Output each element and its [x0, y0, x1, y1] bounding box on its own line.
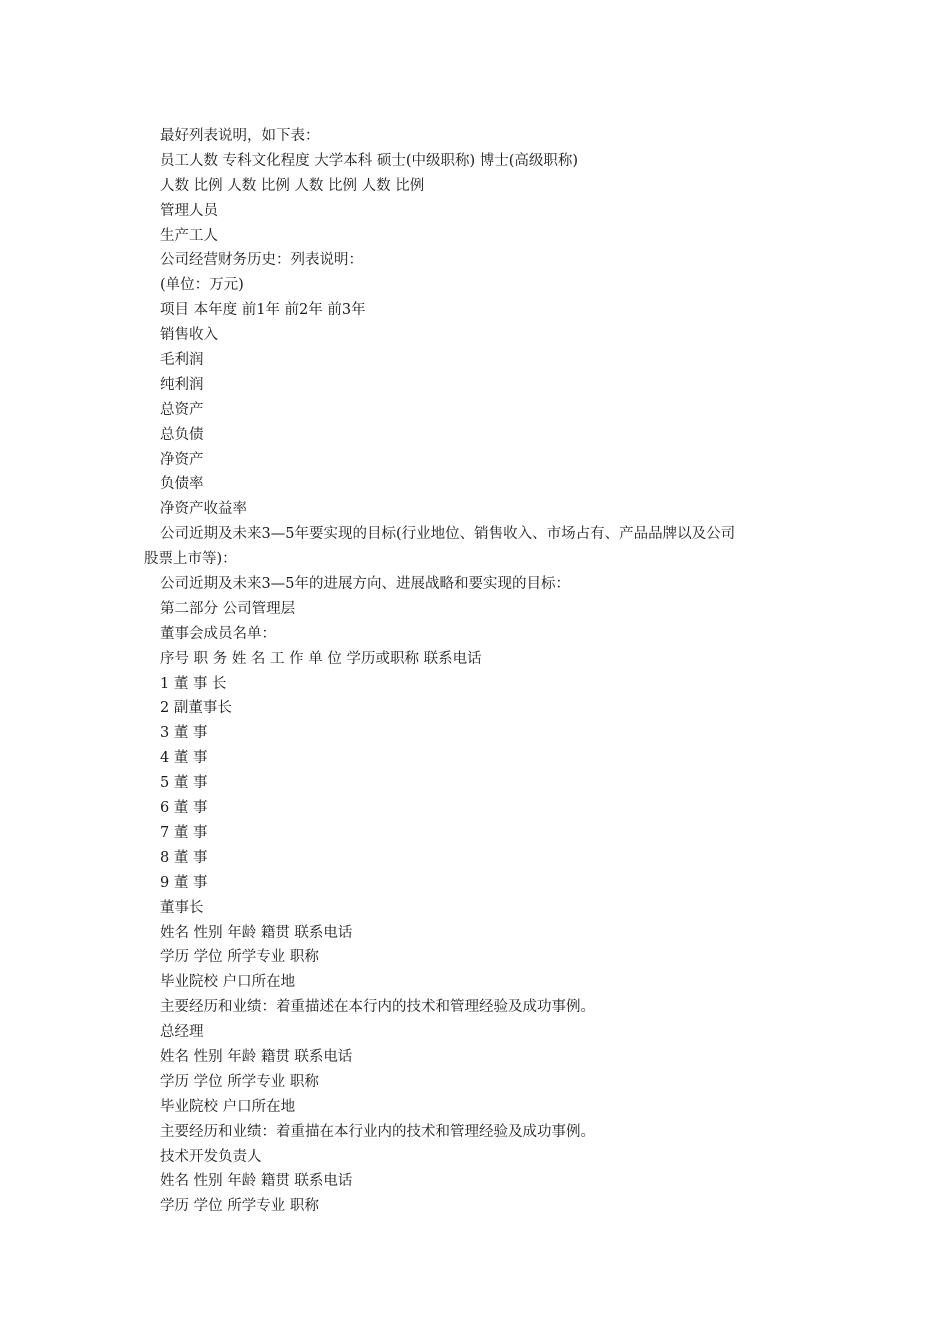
text-line: 序号 职 务 姓 名 工 作 单 位 学历或职称 联系电话 — [160, 650, 482, 667]
text-line: 技术开发负责人 — [160, 1148, 262, 1165]
text-line: 总经理 — [160, 1024, 204, 1041]
text-line: 最好列表说明，如下表： — [160, 128, 320, 144]
text-line: 毕业院校 户口所在地 — [160, 1098, 296, 1115]
text-line: 净资产收益率 — [160, 501, 247, 518]
section-heading: 第二部分 公司管理层 — [160, 600, 296, 617]
text-line: 学历 学位 所学专业 职称 — [160, 1198, 319, 1215]
text-line: 姓名 性别 年龄 籍贯 联系电话 — [160, 1048, 353, 1065]
text-line: 6 董 事 — [160, 800, 208, 817]
text-line: 负债率 — [160, 476, 204, 493]
text-line: 总负债 — [160, 426, 204, 443]
text-line: 主要经历和业绩：着重描在本行业内的技术和管理经验及成功事例。 — [160, 1123, 595, 1140]
text-line: 股票上市等)： — [144, 551, 237, 568]
text-line: 董事会成员名单： — [160, 625, 276, 642]
text-line: 学历 学位 所学专业 职称 — [160, 1073, 319, 1090]
text-line: 人数 比例 人数 比例 人数 比例 人数 比例 — [160, 177, 425, 194]
text-line: (单位：万元) — [160, 277, 244, 294]
text-line: 姓名 性别 年龄 籍贯 联系电话 — [160, 1173, 353, 1190]
text-line: 纯利润 — [160, 376, 204, 393]
document-body — [144, 124, 804, 1219]
text-line: 管理人员 — [160, 202, 218, 219]
text-line: 学历 学位 所学专业 职称 — [160, 949, 319, 966]
text-line: 2 副董事长 — [160, 700, 232, 717]
text-line: 1 董 事 长 — [160, 675, 227, 692]
text-line: 姓名 性别 年龄 籍贯 联系电话 — [160, 924, 353, 941]
text-line: 毛利润 — [160, 352, 204, 369]
text-line: 4 董 事 — [160, 750, 208, 767]
text-line: 9 董 事 — [160, 874, 208, 891]
text-line: 毕业院校 户口所在地 — [160, 974, 296, 991]
text-line: 7 董 事 — [160, 824, 208, 841]
text-line: 公司近期及未来3—5年要实现的目标(行业地位、销售收入、市场占有、产品品牌以及公司 — [160, 526, 736, 543]
text-line: 员工人数 专科文化程度 大学本科 硕士(中级职称) 博士(高级职称) — [160, 152, 579, 169]
text-line: 8 董 事 — [160, 849, 208, 866]
text-line: 3 董 事 — [160, 725, 208, 742]
text-line: 公司近期及未来3—5年的进展方向、进展战略和要实现的目标： — [160, 576, 570, 593]
text-line: 销售收入 — [160, 327, 218, 344]
text-line: 生产工人 — [160, 227, 218, 244]
text-line: 5 董 事 — [160, 775, 208, 792]
text-line: 公司经营财务历史：列表说明： — [160, 252, 363, 269]
text-line: 总资产 — [160, 401, 204, 418]
text-line: 主要经历和业绩：着重描述在本行内的技术和管理经验及成功事例。 — [160, 999, 595, 1016]
text-line: 净资产 — [160, 451, 204, 468]
text-line: 项目 本年度 前1年 前2年 前3年 — [160, 302, 366, 319]
text-line: 董事长 — [160, 899, 204, 916]
